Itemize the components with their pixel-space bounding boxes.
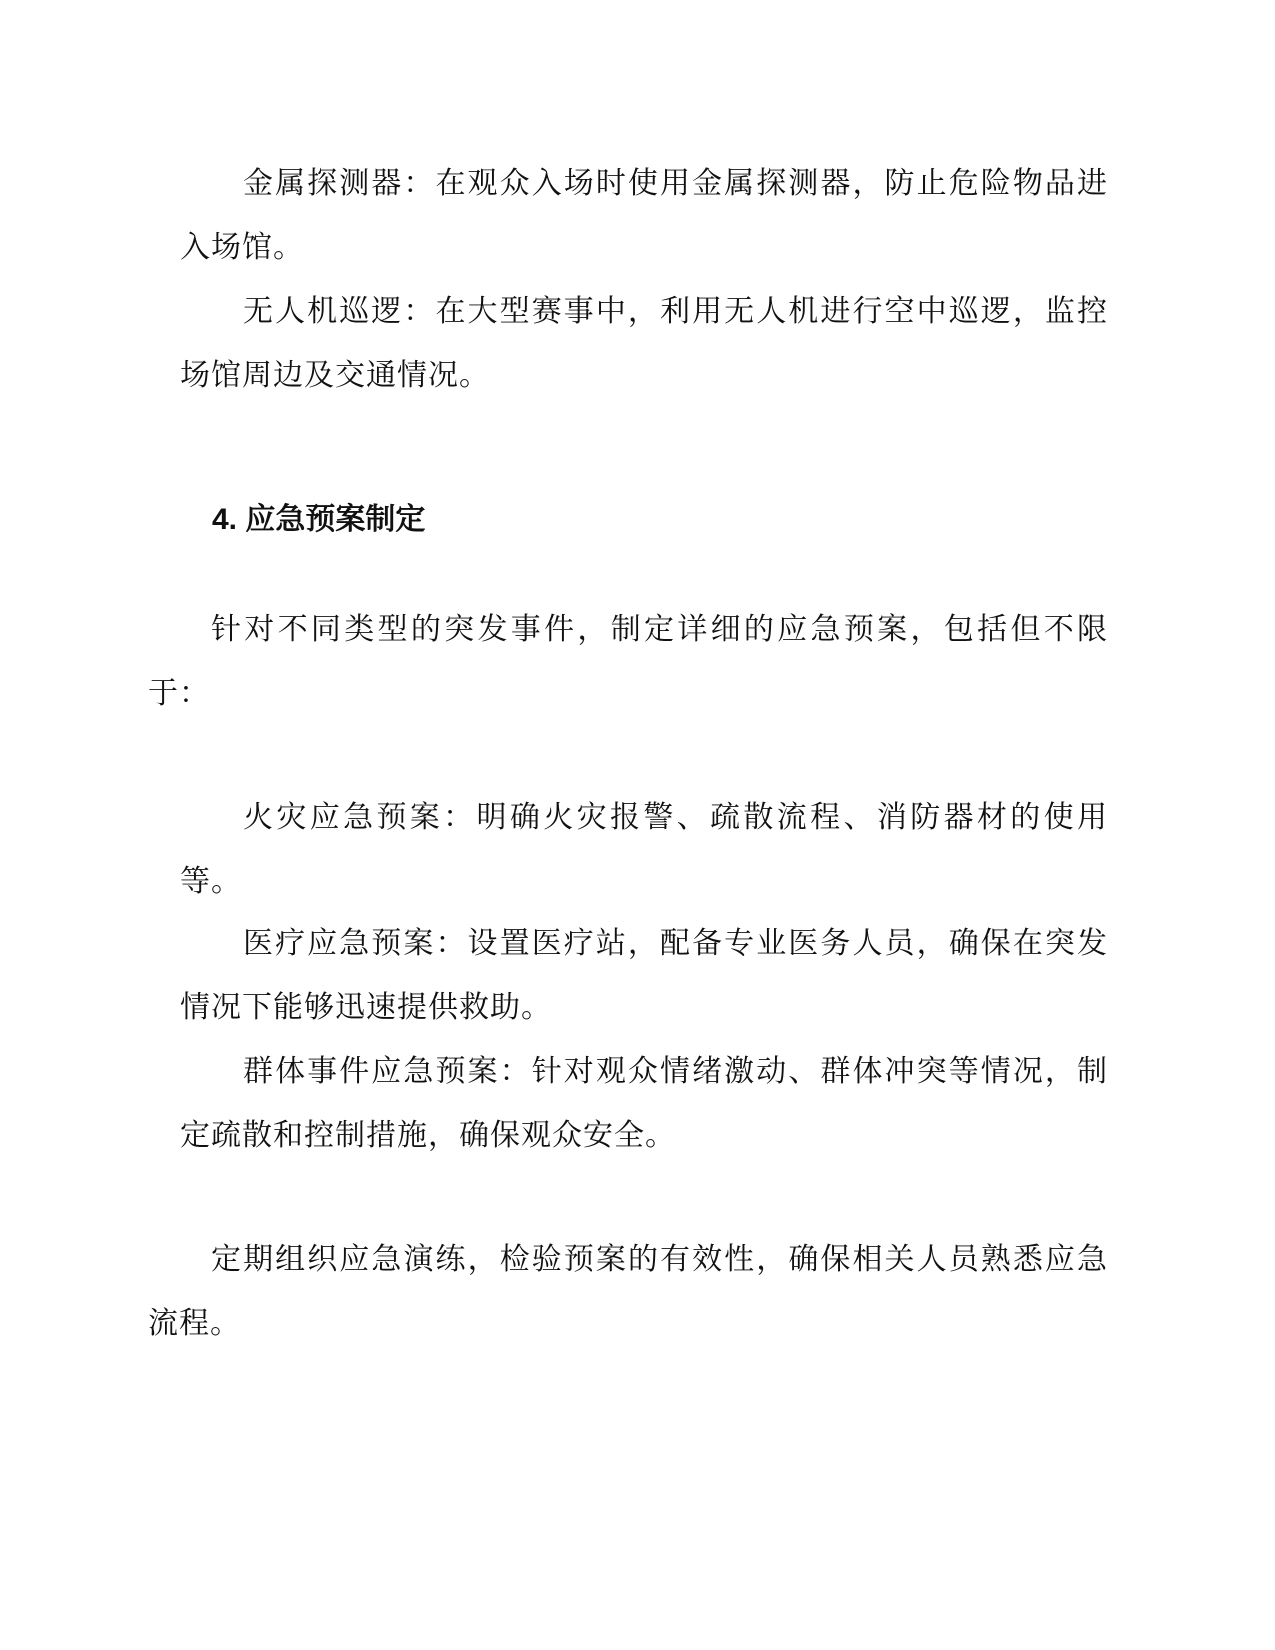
list-item-fire-plan: 火灾应急预案：明确火灾报警、疏散流程、消防器材的使用等。 (180, 800, 1108, 899)
closing-paragraph: 定期组织应急演练，检验预案的有效性，确保相关人员熟悉应急流程。 (148, 1242, 1108, 1341)
list-item-metal-detector: 金属探测器：在观众入场时使用金属探测器，防止危险物品进入场馆。 (180, 166, 1108, 265)
list-item-drone-patrol: 无人机巡逻：在大型赛事中，利用无人机进行空中巡逻，监控场馆周边及交通情况。 (180, 294, 1108, 393)
list-item-crowd-plan: 群体事件应急预案：针对观众情绪激动、群体冲突等情况，制定疏散和控制措施，确保观众安全。 (180, 1054, 1108, 1153)
section-heading: 4. 应急预案制定 (212, 503, 426, 536)
list-item-medical-plan: 医疗应急预案：设置医疗站，配备专业医务人员，确保在突发情况下能够迅速提供救助。 (180, 926, 1108, 1025)
intro-paragraph: 针对不同类型的突发事件，制定详细的应急预案，包括但不限于： (148, 612, 1108, 711)
